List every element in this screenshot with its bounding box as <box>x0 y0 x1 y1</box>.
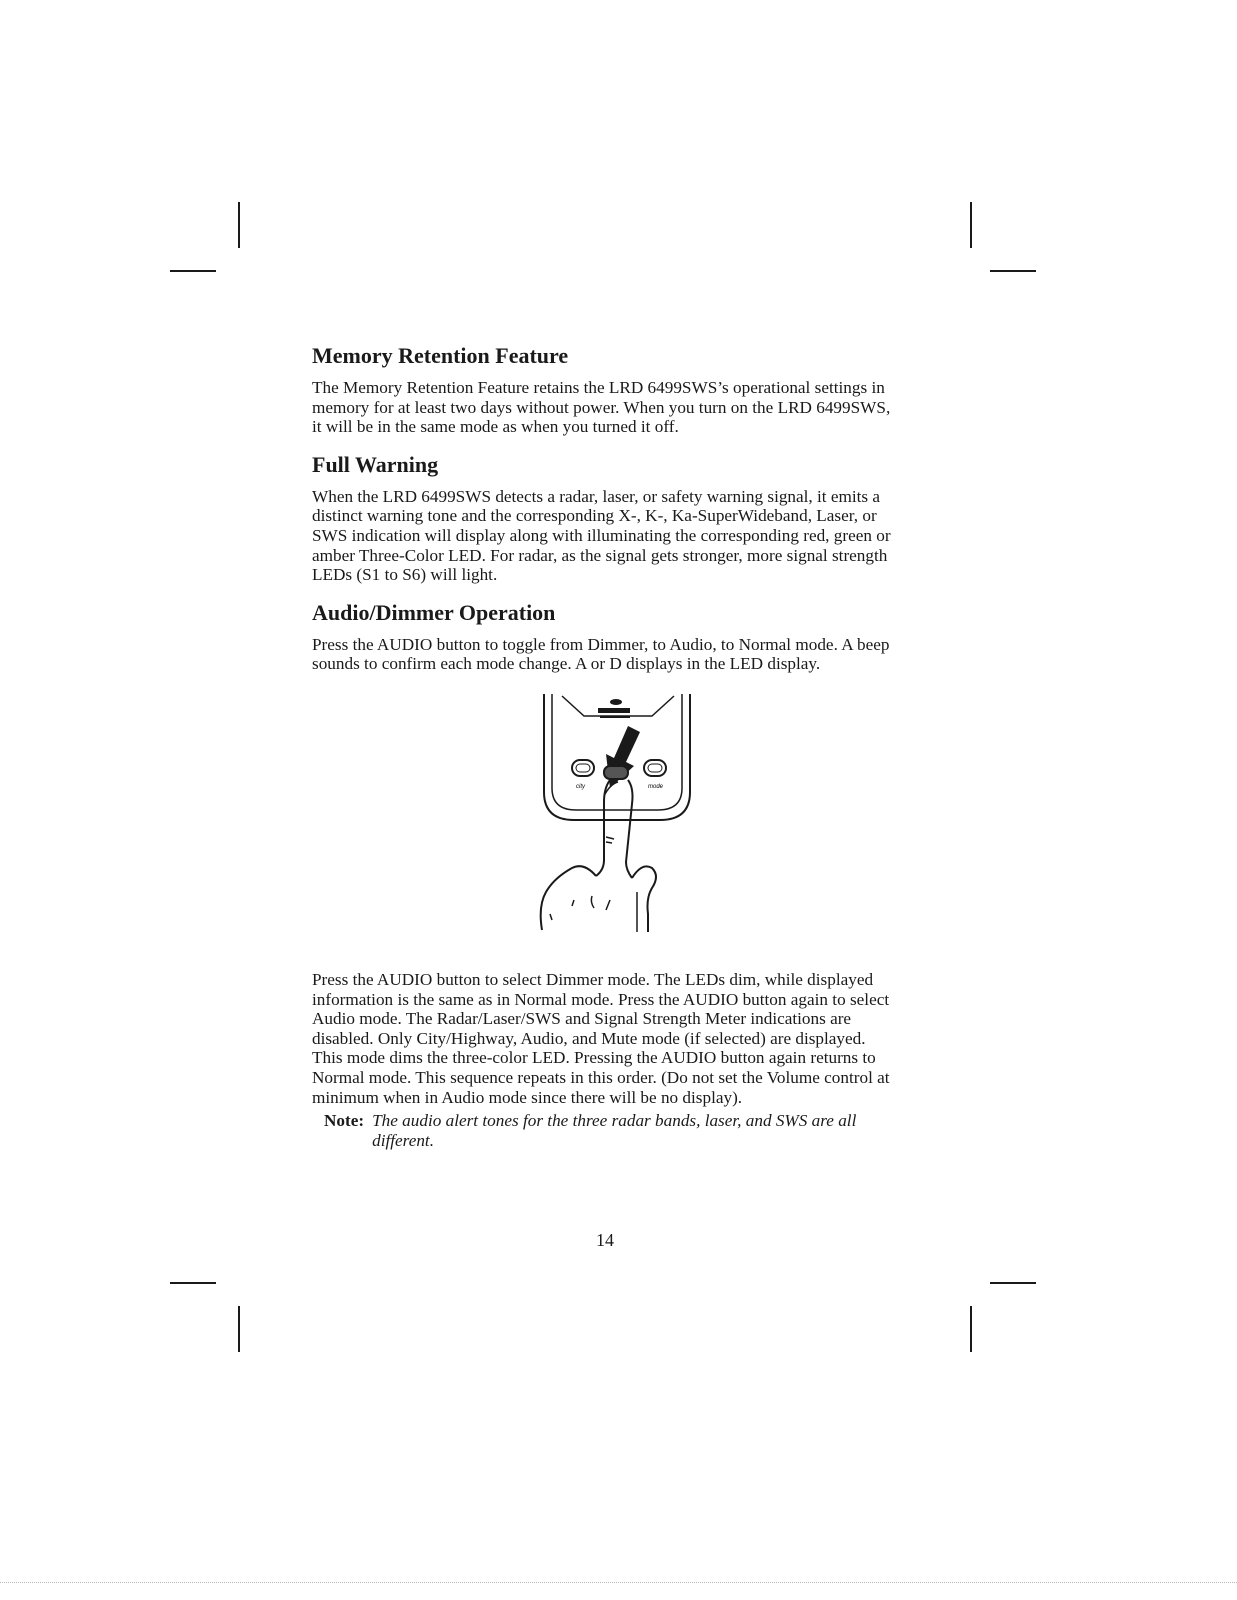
memory-retention-section <box>312 342 892 437</box>
full-warning-paragraph: When the LRD 6499SWS detects a radar, laser, or safety warning signal, it emits a distinct warning tone and the corresponding X-, K-, Ka-SuperWideband, Laser, or SWS indication will display along with illuminating the corresponding red, green or amber Three-Color LED. For radar, as the signal gets stronger, more signal strength LEDs (S1 to S6) will light. <box>312 486 891 585</box>
crop-mark-top-left-horizontal <box>170 270 216 272</box>
crop-mark-top-right-vertical <box>970 202 972 248</box>
memory-retention-paragraph: The Memory Retention Feature retains the LRD 6499SWS’s operational settings in memory for at least two days without power. When you turn on the LRD 6499SWS, it will be in the same mode as when you turned it off. <box>312 378 891 437</box>
note-label: Note: <box>324 1111 365 1131</box>
scan-edge-line <box>0 1582 1237 1584</box>
brand-logo-icon <box>610 699 622 705</box>
audio-dimmer-section <box>312 599 892 1151</box>
audio-button-illustration <box>312 692 892 952</box>
crop-mark-top-right-horizontal <box>990 270 1036 272</box>
audio-button <box>604 766 628 779</box>
crop-mark-bottom-right-horizontal <box>990 1282 1036 1284</box>
full-warning-heading: Full Warning <box>312 451 439 477</box>
city-button-label: city <box>576 783 585 790</box>
crop-mark-bottom-left-vertical <box>238 1306 240 1352</box>
audio-dimmer-heading: Audio/Dimmer Operation <box>312 599 556 625</box>
note-text: The audio alert tones for the three radar bands, laser, and SWS are all different. <box>372 1111 857 1150</box>
mode-button-label: mode <box>648 783 664 790</box>
audio-dimmer-details-paragraph: Press the AUDIO button to select Dimmer mode. The LEDs dim, while displayed information is the same as in Normal mode. Press the AUDIO button again to select Audio mode. The Radar/Laser/SWS and Signal Strength Meter indications are disabled. Only City/Highway, Audio, and Mute mode (if selected) are displayed. This mode dims the three-color LED. Pressing the AUDIO button again returns to Normal mode. This sequence repeats in this order. (Do not set the Volume control at minimum when in Audio mode since there will be no display). <box>312 969 890 1107</box>
page-number: 14 <box>596 1230 614 1250</box>
crop-mark-bottom-right-vertical <box>970 1306 972 1352</box>
crop-mark-bottom-left-horizontal <box>170 1282 216 1284</box>
finger-pressing-audio-button-figure <box>492 692 722 947</box>
page-content <box>312 338 892 1150</box>
city-button <box>572 760 594 790</box>
crop-mark-top-left-vertical <box>238 202 240 248</box>
mode-button <box>644 760 666 790</box>
memory-retention-heading: Memory Retention Feature <box>312 343 569 368</box>
audio-dimmer-intro-paragraph: Press the AUDIO button to toggle from Dimmer, to Audio, to Normal mode. A beep sounds to confirm each mode change. A or D displays in the LED display. <box>312 634 890 674</box>
audio-note <box>324 1111 892 1150</box>
full-warning-section <box>312 451 892 585</box>
